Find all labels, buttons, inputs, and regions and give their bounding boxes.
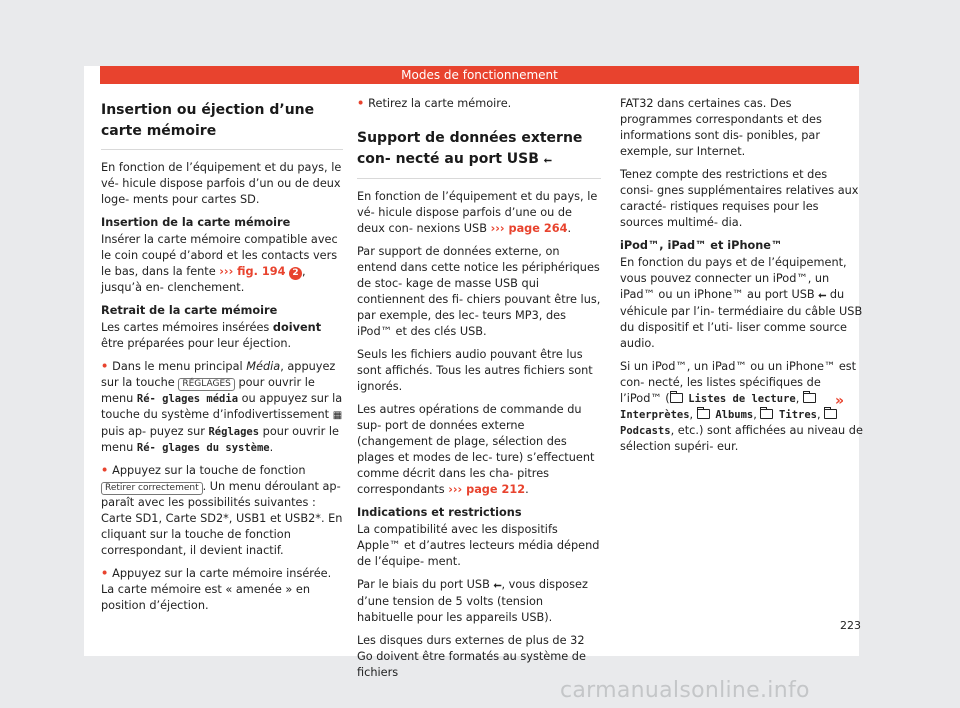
column-left (101, 100, 343, 621)
remove-text: Les cartes mémoires insérées doivent être préparées pour leur éjection. (101, 321, 322, 350)
settings-key: RÉGLAGES (178, 378, 235, 391)
watermark: carmanualsonline.info (560, 678, 810, 703)
folder-icon (803, 393, 816, 403)
bullet-icon: • (101, 464, 113, 477)
page-link[interactable]: ››› page 212 (448, 483, 526, 496)
usb-icon: ⭠ (493, 580, 502, 591)
eject-key: Retirer correctement (101, 482, 203, 495)
folder-icon (760, 409, 773, 419)
paragraph: FAT32 dans certaines cas. Des programmes correspondants et des informations sont dis- ponibles, par exemple, sur Internet. (620, 97, 822, 158)
bullet-icon: • (357, 97, 369, 110)
subheading-remove: Retrait de la carte mémoire (101, 304, 278, 317)
paragraph: Les disques durs externes de plus de 32 Go doivent être formatés au système de fichiers (357, 634, 586, 679)
bullet-item: • Dans le menu principal Média, appuyez sur la touche RÉGLAGES pour ouvrir le menu Ré- glages média ou appuyez sur la touche du système d’infodivertissement ▦ puis ap- puyez sur Réglages pour ouvrir le menu Ré- glages du système. (101, 360, 343, 454)
page-link[interactable]: ››› page 264 (490, 222, 568, 235)
bullet-item: • Appuyez sur la touche de fonction Retirer correctement . Un menu déroulant ap- paraît avec les possibilités suivantes : Carte SD1, Carte SD2*, USB1 et USB2*. En cliquant sur la touche de fonction correspondant, il devient inactif. (101, 464, 343, 557)
folder-icon (670, 393, 683, 403)
fig-link[interactable]: ››› fig. 194 (219, 265, 286, 278)
paragraph: Par support de données externe, on entend dans cette notice les périphériques de stoc- kage de masse USB qui contiennent des fi- chiers pouvant être lus, par exemple, des lec- teurs MP3, des iPod™ et des clés USB. (357, 245, 601, 338)
page-number: 223 (840, 619, 861, 632)
intro-text: En fonction de l’équipement et du pays, le vé- hicule dispose parfois d’un ou de deux loge- ments pour cartes SD. (101, 161, 342, 206)
bullet-item: • Appuyez sur la carte mémoire insérée. La carte mémoire est « amenée » en position d’éjection. (101, 567, 332, 612)
paragraph: En fonction de l’équipement et du pays, le vé- hicule dispose parfois d’une ou de deux con- nexions USB ››› page 264. (357, 190, 598, 235)
bullet-icon: • (101, 567, 113, 580)
paragraph: En fonction du pays et de l’équipement, vous pouvez connecter un iPod™, un iPad™ ou un iPhone™ au port USB ⭠ du véhicule par l’in- termédiaire du câble USB du dispositif et l’uti- liser comme source audio. (620, 256, 863, 350)
paragraph: Tenez compte des restrictions et des consi- gnes supplémentaires relatives aux caracté- ristiques requises pour les sources multimé- dia. (620, 168, 859, 229)
continued-mark: » (835, 393, 845, 409)
paragraph: Les autres opérations de commande du sup- port de données externe (changement de plage, sélection des plages et modes de lec- ture) s’effectuent comme décrit dans les cha- pitres correspondants ››› page 212. (357, 403, 595, 496)
insert-text: Insérer la carte mémoire compatible avec le coin coupé d’abord et les contacts vers le bas, dans la fente ››› fig. 194 2 , jusqu’à en- clenchement. (101, 233, 338, 294)
folder-icon (824, 409, 837, 419)
paragraph: La compatibilité avec les dispositifs Apple™ et d’autres lecteurs média dépend de l’équipe- ment. (357, 523, 600, 568)
usb-icon: ⭠ (818, 290, 827, 301)
usb-icon: ⭠ (543, 155, 552, 166)
heading-usb: Support de données externe con- necté au port USB ⭠ (357, 128, 601, 179)
menu-key-icon: ▦ (332, 410, 343, 421)
bullet-item: • Retirez la carte mémoire. (357, 97, 512, 110)
column-right (620, 96, 863, 462)
folder-icon (697, 409, 710, 419)
column-middle (357, 96, 601, 688)
subheading-restrictions: Indications et restrictions (357, 506, 522, 519)
paragraph: Seuls les fichiers audio pouvant être lus sont affichés. Tous les autres fichiers sont ignorés. (357, 348, 593, 393)
paragraph: Par le biais du port USB ⭠, vous disposez d’une tension de 5 volts (tension habituelle pour les appareils USB). (357, 578, 588, 624)
paragraph: Si un iPod™, un iPad™ ou un iPhone™ est con- necté, les listes spécifiques de l’iPod™ ( Listes de lecture, Interprètes, Albums, Titres, Podcasts, etc.) sont affichées au niveau de sélection supéri- eur. (620, 360, 863, 453)
heading-memory-card: Insertion ou éjection d’une carte mémoire (101, 100, 343, 150)
section-header: Modes de fonctionnement (100, 66, 859, 84)
subheading-ipod: iPod™, iPad™ et iPhone™ (620, 239, 783, 252)
bullet-icon: • (101, 360, 113, 373)
callout-number: 2 (289, 267, 302, 280)
subheading-insert: Insertion de la carte mémoire (101, 216, 291, 229)
